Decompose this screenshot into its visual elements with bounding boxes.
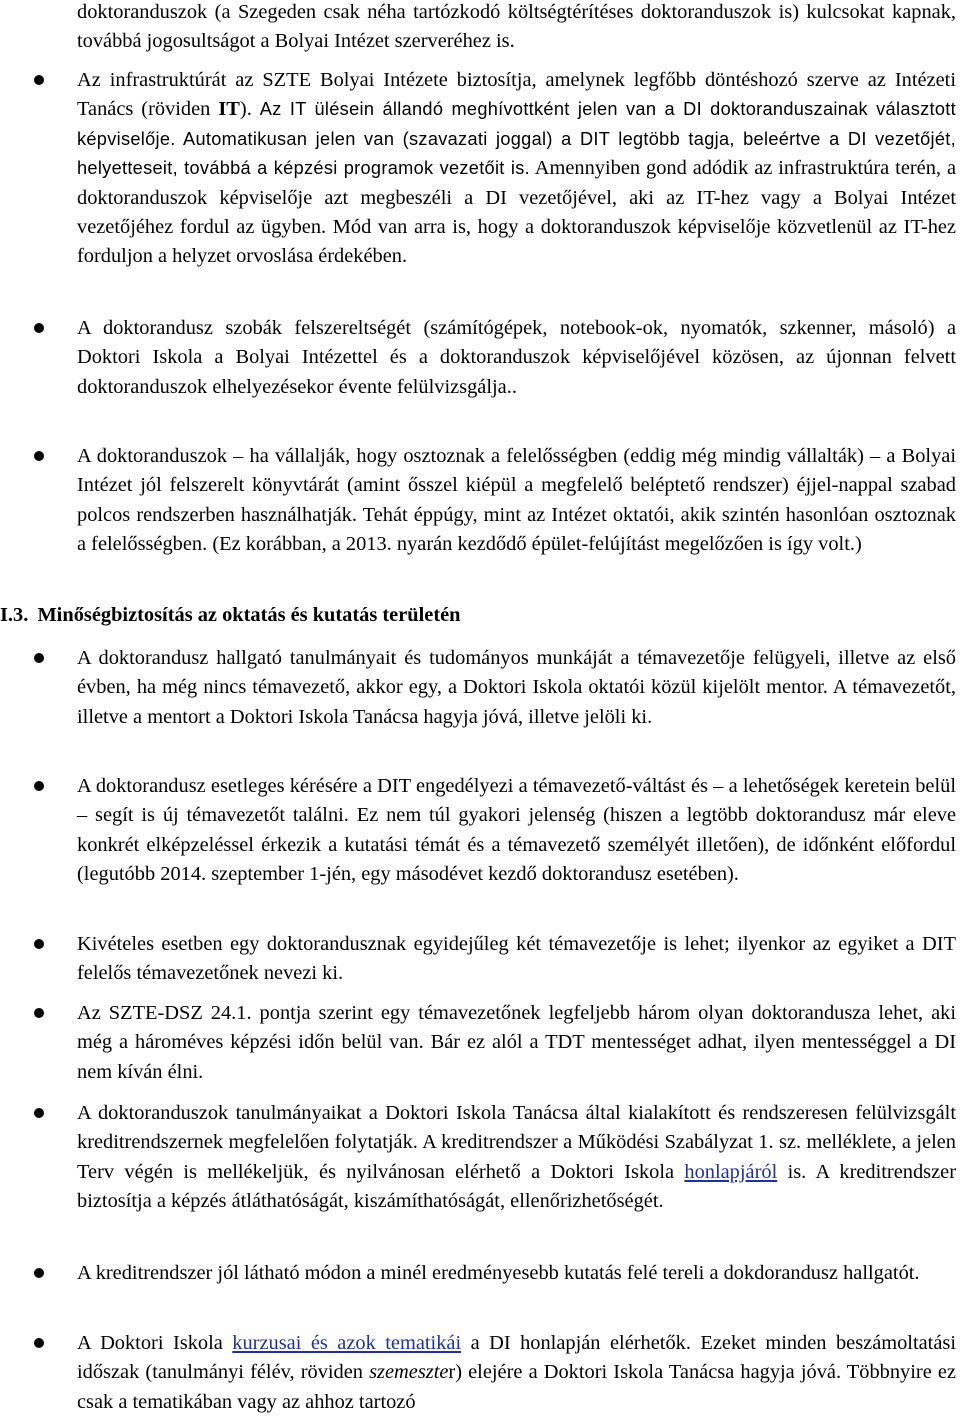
bold-text: IT [218,98,240,121]
paragraph-courses [77,1329,956,1417]
italic-text: szemeszte [369,1361,449,1384]
paragraph-text: is. A kreditrendszer biztosítja a képzés átláthatóságát, kiszámíthatóságát, ellenőrizhetőségét. [77,1160,956,1213]
paragraph-text: r) elejére a Doktori Iskola Tanácsa hagyja jóvá. Többnyire ez csak a tematikában vagy az ahhoz tartozó [77,1361,956,1413]
courses-link[interactable]: kurzusai és azok tematikái [232,1332,462,1354]
paragraph-credit-system [77,1099,956,1217]
paragraph-text: Az IT ülésein állandó meghívottként jelen van a DI doktoranduszainak választott képviselője. Automatikusan jelen van (szavazati joggal) a DIT legtöbb tagja, beleértve a DI vezetőjét, helyetteseit, továbbá a képzési programok vezetőit is. [77,99,956,179]
paragraph-infrastructure [77,66,956,272]
bullet-icon [34,1268,44,1278]
paragraph-supervisor-change [77,772,956,890]
bullet-icon [34,323,44,333]
paragraph-text: A Doktori Iskola [77,1332,233,1354]
paragraph-text: A doktorandusz szobák felszereltségét (számítógépek, notebook-ok, nyomatók, szkenner, másoló) a Doktori Iskola a Bolyai Intézettel és a doktoranduszok képviselőjével közösen, az újonnan felvett doktoranduszok elhelyezésekor évente felülvizsgálja.. [77,317,956,398]
bullet-icon [34,1338,44,1348]
section-title: Minőségbiztosítás az oktatás és kutatás területén [37,604,461,626]
homepage-link[interactable]: honlapjáról [684,1160,778,1183]
bullet-icon [34,653,44,663]
section-number: I.3. [0,604,29,626]
paragraph-text: doktoranduszok (a Szegeden csak néha tartózkodó költségtérítéses doktoranduszok is) kulcsokat kapnak, továbbá jogosultságot a Bolyai Intézet szerveréhez is. [77,1,956,53]
paragraph-supervisor [77,644,956,732]
paragraph-continuation [77,0,956,57]
paragraph-text: A doktorandusz esetleges kérésére a DIT engedélyezi a témavezető-váltást és – a lehetőségek keretein belül – segít is új témavezetőt találni. Ez nem túl gyakori jelenség (hiszen a legtöbb doktorandusz már eleve konkrét elképzeléssel érkezik a kutatási témát és a témavezető személyét illetően), de időnként előfordul (legutóbb 2014. szeptember 1-jén, egy másodévet kezdő doktorandusz esetében). [77,775,956,886]
paragraph-text: A doktoranduszok tanulmányaikat a Doktori Iskola Tanácsa által kialakított és rendszeresen felülvizsgált kreditrendszernek megfelelően folytatják. A kreditrendszer a Működési Szabályzat 1. sz. melléklete, a jelen Terv végén is mellékeljük, és nyilvánosan elérhető a Doktori Iskola [77,1102,956,1183]
paragraph-text: ). [239,98,260,121]
bullet-icon [34,451,44,461]
paragraph-credit-research [77,1259,956,1288]
paragraph-text: a DI honlapján elérhetők. Ezeket minden beszámoltatási időszak (tanulmányi félév, röviden [77,1332,957,1384]
bullet-icon [34,1008,44,1018]
paragraph-text: Kivételes esetben egy doktorandusznak egyidejűleg két témavezetője is lehet; ilyenkor az egyiket a DIT felelős témavezetőnek nevezi ki. [77,933,956,985]
bullet-icon [34,1108,44,1118]
paragraph-text: Az SZTE-DSZ 24.1. pontja szerint egy témavezetőnek legfeljebb három olyan doktorandusza lehet, aki még a hároméves képzési időn belül van. Bár ez alól a TDT mentességet adhat, ilyen mentességgel a DI nem kíván élni. [77,1002,956,1083]
paragraph-text: A doktoranduszok – ha vállalják, hogy osztoznak a felelősségben (eddig még mindig vállalták) – a Bolyai Intézet jól felszerelt könyvtárát (amint ősszel kiépül a megfelelő beléptető rendszer) éjjel-nappal szabad polcos rendszerben használhatják. Tehát éppúgy, mint az Intézet oktatói, akik szintén hasonlóan osztoznak a felelősségben. (Ez korábban, a 2013. nyarán kezdődő épület-felújítást megelőzően is így volt.) [77,445,956,556]
bullet-icon [34,781,44,791]
paragraph-text: Amennyiben gond adódik az infrastruktúra terén, a doktoranduszok képviselője azt megbeszéli a DI vezetőjével, aki az IT-hez vagy a Bolyai Intézet vezetőjéhez fordul az ügyben. Mód van arra is, hogy a doktoranduszok képviselője közvetlenül az IT-hez forduljon a helyzet orvoslása érdekében. [77,157,956,268]
bullet-icon [34,939,44,949]
paragraph-rooms [77,314,956,402]
paragraph-text: A doktorandusz hallgató tanulmányait és tudományos munkáját a témavezetője felügyeli, illetve az első évben, ha még nincs témavezető, akkor egy, a Doktori Iskola oktatói közül kijelölt mentor. A témavezetőt, illetve a mentort a Doktori Iskola Tanácsa hagyja jóvá, illetve jelöli ki. [77,647,956,728]
section-heading [0,601,900,630]
paragraph-two-supervisors [77,930,956,989]
paragraph-text: A kreditrendszer jól látható módon a minél eredményesebb kutatás felé tereli a dokdorandusz hallgatót. [77,1262,920,1284]
paragraph-library [77,442,956,560]
paragraph-supervisor-limit [77,999,956,1087]
bullet-icon [34,75,44,85]
paragraph-text: Az infrastruktúrát az SZTE Bolyai Intézete biztosítja, amelynek legfőbb döntéshozó szerve az Intézeti Tanács (röviden [77,69,956,121]
